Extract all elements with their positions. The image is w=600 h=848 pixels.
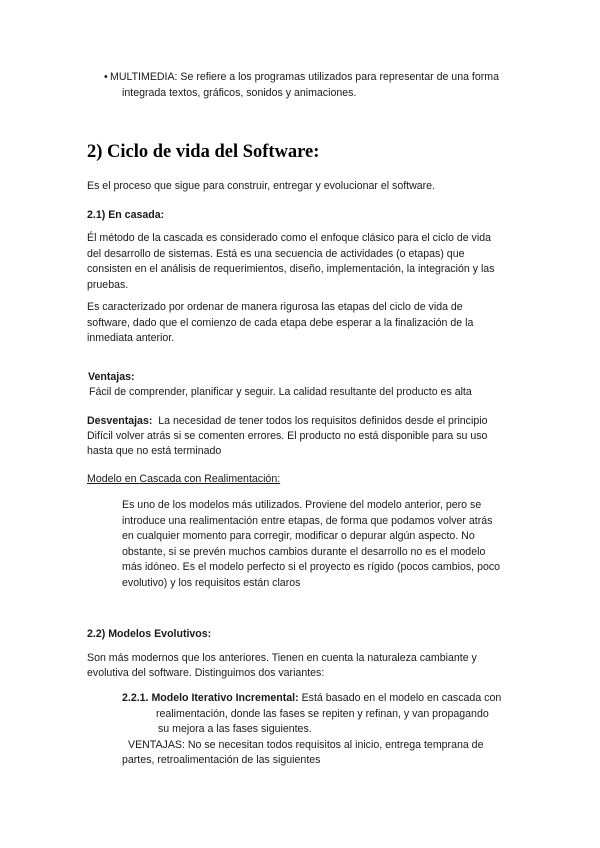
desventajas-line-1: Desventajas: La necesidad de tener todos los requisitos definidos desde el principio: [87, 415, 488, 427]
multimedia-line-1: • MULTIMEDIA: Se refiere a los programas utilizados para representar de una forma: [104, 70, 499, 86]
desventajas-line-2: Difícil volver atrás si se comenten errores. El producto no está disponible para su uso: [87, 430, 488, 442]
evolutivos-intro-1: Son más modernos que los anteriores. Tienen en cuenta la naturaleza cambiante y: [87, 652, 477, 664]
evolutivos-heading: 2.2) Modelos Evolutivos:: [87, 628, 212, 640]
iterativo-line-1: 2.2.1. Modelo Iterativo Incremental: Está basado en el modelo en cascada con: [122, 692, 502, 704]
section-intro: Es el proceso que sigue para construir, entregar y evolucionar el software.: [87, 180, 436, 192]
multimedia-line-2: integrada textos, gráficos, sonidos y animaciones.: [122, 87, 357, 99]
evolutivos-ventajas-1: VENTAJAS: No se necesitan todos requisitos al inicio, entrega temprana de: [128, 739, 484, 751]
iterativo-line-3: su mejora a las fases siguientes.: [158, 723, 312, 735]
desventajas-line-3: hasta que no está terminado: [87, 445, 222, 457]
bullet-icon: •: [104, 71, 108, 83]
evolutivos-ventajas-2: partes, retroalimentación de las siguientes: [122, 754, 321, 766]
realimentacion-heading: Modelo en Cascada con Realimentación:: [87, 473, 281, 485]
ventajas-text: Fácil de comprender, planificar y seguir. La calidad resultante del producto es alta: [89, 386, 472, 398]
cascada-heading: 2.1) En casada:: [87, 209, 165, 221]
document-page: • MULTIMEDIA: Se refiere a los programas utilizados para representar de una forma integrada textos, gráficos, sonidos y animaciones. 2) Ciclo de vida del Software: Es el proceso que sigue para construir, entregar y evolucionar el software. 2.1) En casada: Él método de la cascada es considerado como el enfoque clásico para el ciclo de vida del desarrollo de sistemas. Está es una secuencia de actividades (o etapas) que consisten en el análisis de requerimientos, diseño, implementación, la integración y las pruebas. Es caracterizado por ordenar de manera rigurosa las etapas del ciclo de vida de software, dado que el comienzo de cada etapa debe esperar a la finalización de la inmediata anterior. Ventajas: Fácil de comprender, planificar y seguir. La calidad resultante del producto es alta Desventajas: La necesidad de tener todos los requisitos definidos desde el principio Difícil volver atrás si se comenten errores. El producto no está disponible para su uso hasta que no está terminado Modelo en Cascada con Realimentación: Es uno de los modelos más utilizados. Proviene del modelo anterior, pero se introduce una realimentación entre etapas, de forma que podamos volver atrás en cualquier momento para corregir, modificar o depurar algún aspecto. No obstante, si se prevén muchos cambios durante el desarrollo no es el modelo más idóneo. Es el modelo perfecto si el proyecto es rígido (pocos cambios, poco evolutivo) y los requisitos están claros 2.2) Modelos Evolutivos: Son más modernos que los anteriores. Tienen en cuenta la naturaleza cambiante y evolutiva del software. Distinguimos dos variantes: 2.2.1. Modelo Iterativo Incremental: Está basado en el modelo en cascada con realimentación, donde las fases se repiten y refinan, y van propagando su mejora a las fases siguientes. VENTAJAS: No se necesitan todos requisitos al inicio, entrega temprana de partes, retroalimentación de las siguientes: [0, 0, 600, 848]
ventajas-label: Ventajas:: [88, 371, 135, 383]
evolutivos-intro-2: evolutiva del software. Distinguimos dos variantes:: [87, 667, 325, 679]
iterativo-line-2: realimentación, donde las fases se repiten y refinan, y van propagando: [156, 708, 489, 720]
section-heading: 2) Ciclo de vida del Software:: [87, 142, 320, 162]
